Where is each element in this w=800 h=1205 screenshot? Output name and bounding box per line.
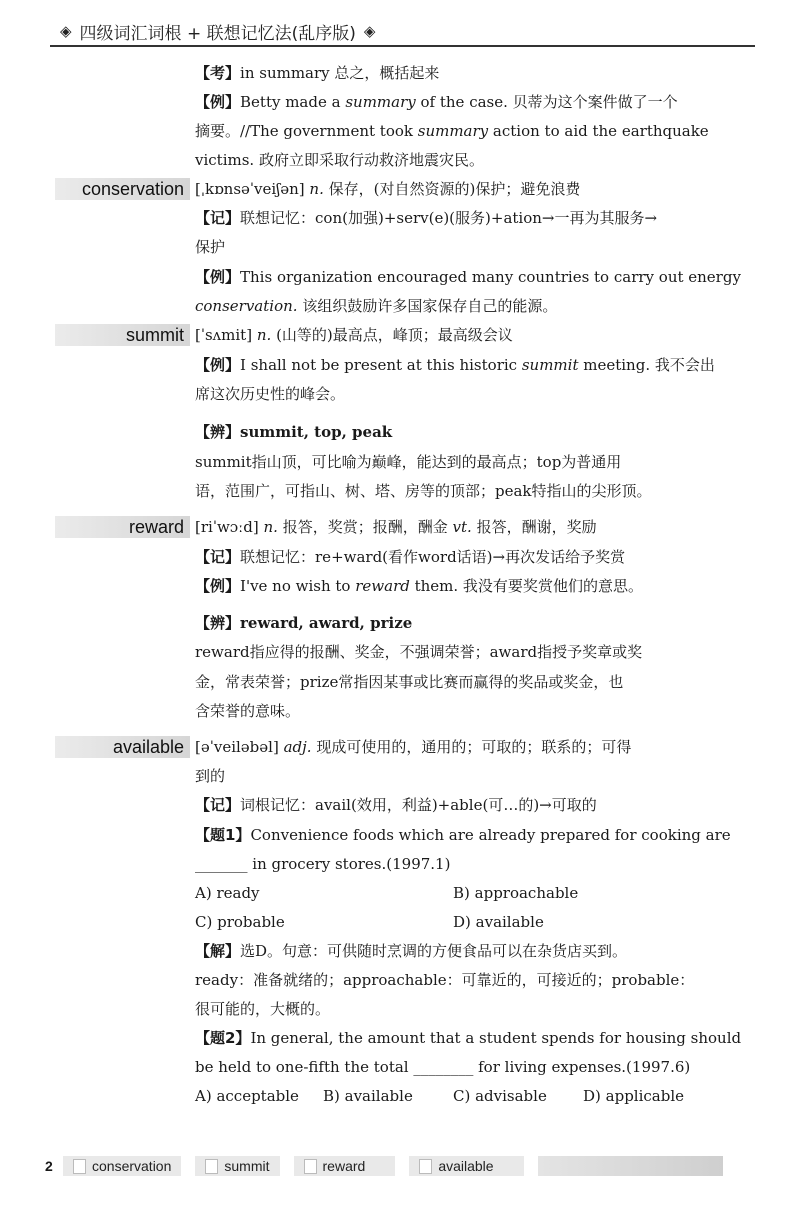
summary-example-line: 【例】Betty made a summary of the case. 贝蒂为这个案件做了一个 (195, 93, 678, 111)
question-line: 【题1】Convenience foods which are already prepared for cooking are (195, 826, 731, 844)
question-line: be held to one-fifth the total ________ for living expenses.(1997.6) (195, 1058, 691, 1076)
option-row (195, 911, 735, 933)
mnemonic-line: 保护 (195, 238, 226, 256)
example-line: 【例】I shall not be present at this historic summit meeting. 我不会出 (195, 356, 715, 374)
mnemonic-line: 【记】联想记忆：re+ward(看作word话语)→再次发话给予奖赏 (195, 548, 626, 566)
summary-kao-line: 【考】in summary 总之，概括起来 (195, 64, 440, 82)
checkbox-icon (205, 1159, 218, 1174)
footer-bar (538, 1156, 723, 1176)
headword: available (112, 737, 184, 757)
summary-example-line: victims. 政府立即采取行动救济地震灾民。 (195, 151, 484, 169)
distinction-line: reward指应得的报酬、奖金，不强调荣誉；award指授予奖章或奖 (195, 643, 643, 661)
header-rule (50, 45, 755, 47)
mnemonic-line: 【记】词根记忆：avail(效用，利益)+able(可…的)→可取的 (195, 796, 597, 814)
checkbox-icon (73, 1159, 86, 1174)
distinction-line: 语，范围广，可指山、树、塔、房等的顶部；peak特指山的尖形顶。 (195, 482, 652, 500)
option: B) approachable (453, 884, 579, 902)
distinction-line: summit指山顶，可比喻为巅峰，能达到的最高点；top为普通用 (195, 453, 622, 471)
definition-line: 到的 (195, 767, 226, 785)
example-line: conservation. 该组织鼓励许多国家保存自己的能源。 (195, 297, 558, 315)
example-line: 【例】I've no wish to reward them. 我没有要奖赏他们的意思。 (195, 577, 643, 595)
question-line: 【题2】In general, the amount that a student spends for housing should (195, 1029, 742, 1047)
mnemonic-line: 【记】联想记忆：con(加强)+serv(e)(服务)+ation→一再为其服务→ (195, 209, 658, 227)
option: B) available (323, 1087, 413, 1105)
header-title: 四级词汇词根 + 联想记忆法(乱序版) (79, 23, 356, 44)
page-header (52, 18, 752, 44)
checkbox-icon (304, 1159, 317, 1174)
definition-line: [riˈwɔːd] n. 报答，奖赏；报酬，酬金 vt. 报答，酬谢，奖励 (195, 518, 597, 536)
distinction-heading: 【辨】summit, top, peak (195, 423, 393, 441)
question-line: _______ in grocery stores.(1997.1) (195, 855, 451, 873)
headword-bar (55, 516, 190, 538)
definition-line: [ˌkɒnsəˈveiʃən] n. 保存，(对自然资源的)保护；避免浪费 (195, 180, 581, 198)
definition-line: [ˈsʌmit] n. (山等的)最高点，峰顶；最高级会议 (195, 326, 513, 344)
example-line: 【例】This organization encouraged many countries to carry out energy (195, 268, 741, 286)
headword-bar (55, 324, 190, 346)
explanation-line: 很可能的，大概的。 (195, 1000, 331, 1018)
option: A) acceptable (195, 1087, 299, 1105)
option-row (195, 1085, 735, 1107)
diamond-icon: ◈ (60, 22, 72, 40)
distinction-heading: 【辨】reward, award, prize (195, 614, 413, 632)
definition-line: [əˈveiləbəl] adj. 现成可使用的，通用的；可取的；联系的；可得 (195, 738, 632, 756)
option-row (195, 882, 735, 904)
page-number: 2 (45, 1158, 53, 1174)
summary-example-line: 摘要。//The government took summary action to aid the earthquake (195, 122, 709, 140)
headword: conservation (81, 179, 184, 199)
example-line: 席这次历史性的峰会。 (195, 385, 346, 403)
headword: reward (128, 517, 184, 537)
option: C) probable (195, 913, 285, 931)
explanation-line: 【解】选D。句意：可供随时烹调的方便食品可以在杂货店买到。 (195, 942, 628, 960)
footer-word-chip: summit (195, 1156, 279, 1176)
distinction-line: 金，常表荣誉；prize常指因某事或比赛而赢得的奖品或奖金，也 (195, 673, 624, 691)
option: D) available (453, 913, 544, 931)
option: A) ready (195, 884, 260, 902)
distinction-line: 含荣誉的意味。 (195, 702, 301, 720)
diamond-icon: ◈ (363, 22, 376, 40)
headword-bar (55, 736, 190, 758)
explanation-line: ready：准备就绪的；approachable：可靠近的，可接近的；probable： (195, 971, 695, 989)
option: C) advisable (453, 1087, 547, 1105)
headword: summit (126, 325, 184, 345)
checkbox-icon (419, 1159, 432, 1174)
footer-word-chip: reward (294, 1156, 396, 1176)
footer-word-chip: available (409, 1156, 523, 1176)
footer-word-chip: conservation (63, 1156, 181, 1176)
headword-bar (55, 178, 190, 200)
option: D) applicable (583, 1087, 685, 1105)
page-footer (45, 1155, 723, 1177)
